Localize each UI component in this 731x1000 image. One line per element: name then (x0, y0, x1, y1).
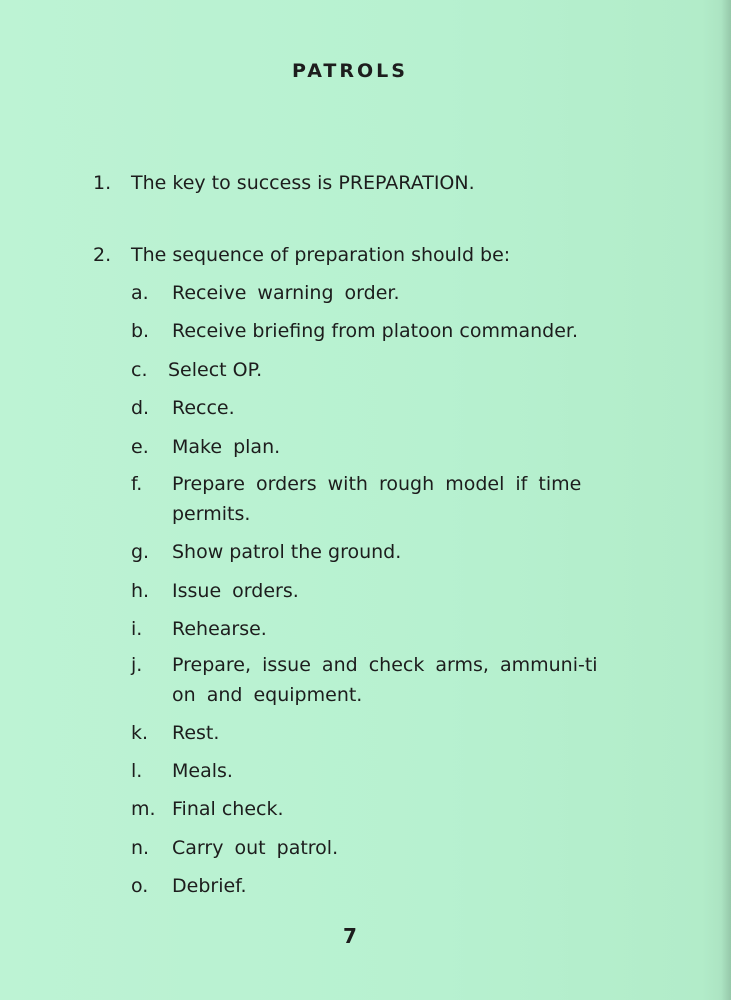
step-text: Issue orders. (172, 580, 299, 602)
step-n (131, 833, 621, 863)
step-text: Recce. (172, 397, 235, 419)
page-number: 7 (343, 924, 357, 948)
step-letter: o. (131, 875, 149, 897)
step-letter: m. (131, 798, 156, 820)
step-l (131, 756, 621, 786)
step-text: Show patrol the ground. (172, 541, 402, 563)
step-letter: k. (131, 722, 149, 744)
step-f (131, 469, 621, 529)
page-edge-shadow (721, 0, 731, 1000)
numbered-point-1 (93, 168, 475, 198)
step-g (131, 537, 621, 567)
step-letter: g. (131, 541, 150, 563)
numbered-point-2 (93, 240, 510, 270)
step-text: Final check. (172, 798, 284, 820)
step-text: Rest. (172, 722, 220, 744)
step-text: Receive warning order. (172, 282, 400, 304)
step-k (131, 718, 621, 748)
point-number: 1. (93, 172, 112, 194)
page-title: PATROLS (292, 60, 408, 82)
step-letter: f. (131, 473, 143, 495)
step-letter: c. (131, 359, 148, 381)
step-e (131, 432, 621, 462)
step-letter: i. (131, 618, 143, 640)
step-h (131, 576, 621, 606)
step-m (131, 794, 621, 824)
step-text: Prepare orders with rough model if time permits. (172, 473, 582, 525)
step-o (131, 871, 621, 901)
step-c (131, 355, 621, 385)
step-text: Prepare, issue and check arms, ammuni-tion and equipment. (172, 654, 598, 706)
step-text: Meals. (172, 760, 233, 782)
step-a (131, 278, 621, 308)
step-text: Carry out patrol. (172, 837, 339, 859)
step-letter: l. (131, 760, 143, 782)
step-j (131, 650, 621, 710)
step-letter: d. (131, 397, 150, 419)
step-text: Receive briefing from platoon commander. (172, 320, 579, 342)
step-b (131, 316, 621, 346)
step-letter: e. (131, 436, 149, 458)
step-text: Select OP. (168, 359, 263, 381)
step-letter: a. (131, 282, 149, 304)
point-text: The sequence of preparation should be: (131, 244, 511, 266)
step-d (131, 393, 621, 423)
step-text: Rehearse. (172, 618, 267, 640)
step-text: Make plan. (172, 436, 281, 458)
point-number: 2. (93, 244, 112, 266)
point-text: The key to success is PREPARATION. (131, 172, 475, 194)
step-letter: h. (131, 580, 150, 602)
step-letter: b. (131, 320, 150, 342)
step-i (131, 614, 621, 644)
step-letter: n. (131, 837, 150, 859)
step-text: Debrief. (172, 875, 247, 897)
step-letter: j. (131, 654, 143, 676)
